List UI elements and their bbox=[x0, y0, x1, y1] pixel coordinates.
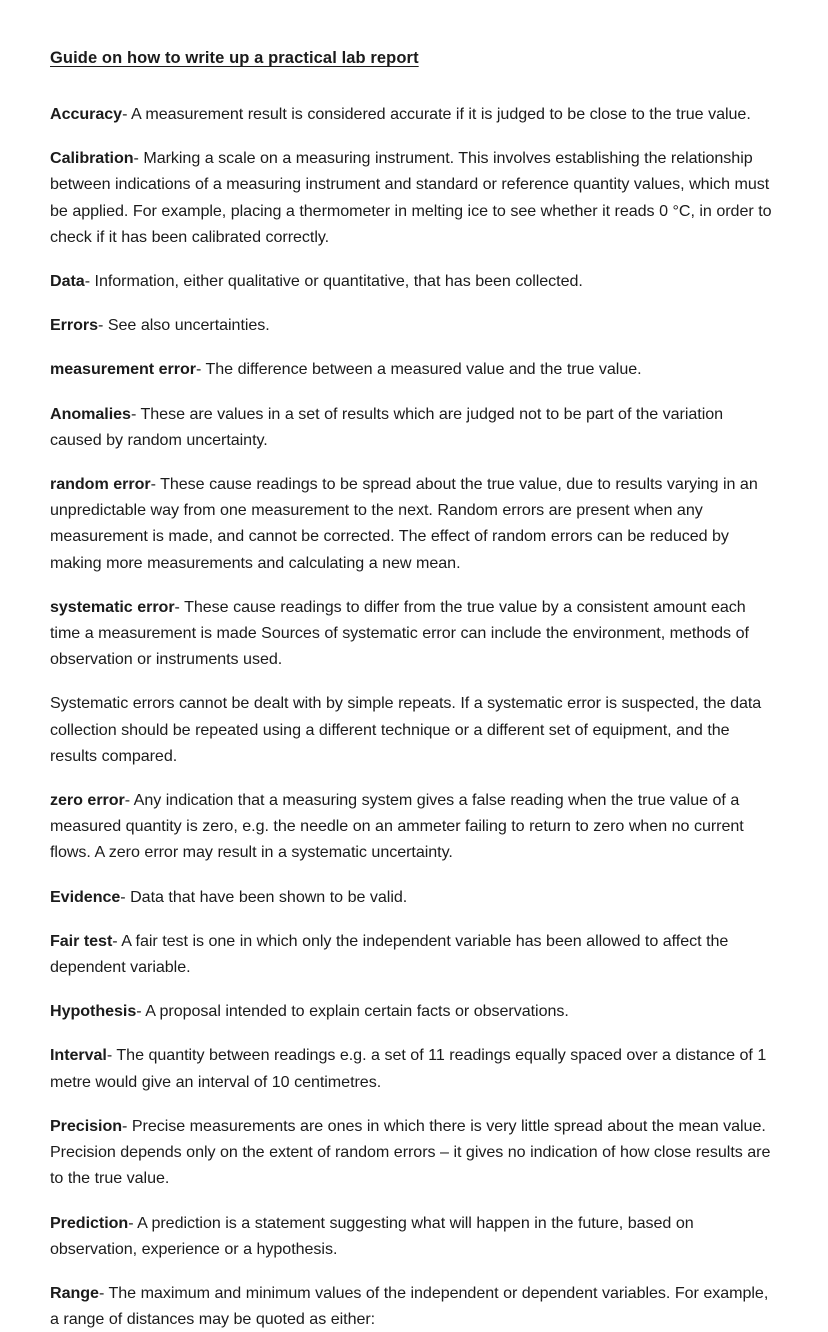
glossary-entry bbox=[50, 787, 777, 866]
glossary-term: Prediction bbox=[50, 1213, 129, 1232]
glossary-term: Errors bbox=[50, 316, 99, 335]
glossary-entry bbox=[50, 1042, 777, 1094]
glossary-definition: - These are values in a set of results which are judged not to be part of the variation caused by random uncertainty. bbox=[50, 404, 724, 449]
glossary-entry bbox=[50, 690, 777, 769]
glossary-term: Interval bbox=[50, 1046, 107, 1065]
glossary-entry bbox=[50, 1113, 777, 1192]
glossary-term: Hypothesis bbox=[50, 1002, 137, 1021]
glossary-definition: - Data that have been shown to be valid. bbox=[120, 887, 408, 906]
glossary-entry bbox=[50, 928, 777, 980]
glossary-entry bbox=[50, 356, 777, 382]
glossary-definition: - Marking a scale on a measuring instrument. This involves establishing the relationship between indications of a measuring instrument and standard or reference quantity values, which must be applied. For example, placing a thermometer in melting ice to see whether it reads 0 °C, in order to check if it has been calibrated correctly. bbox=[50, 149, 772, 246]
glossary-definition: Systematic errors cannot be dealt with by simple repeats. If a systematic error is suspected, the data collection should be repeated using a different technique or a different set of equipment, and the results compared. bbox=[50, 694, 762, 765]
glossary-entry bbox=[50, 1210, 777, 1262]
glossary-entry bbox=[50, 594, 777, 673]
glossary-term: Data bbox=[50, 272, 85, 291]
glossary-definition: - Information, either qualitative or quantitative, that has been collected. bbox=[84, 272, 583, 291]
glossary-definition: - The quantity between readings e.g. a set of 11 readings equally spaced over a distance of 1 metre would give an interval of 10 centimetres. bbox=[50, 1046, 767, 1091]
glossary-definition: - See also uncertainties. bbox=[98, 316, 270, 335]
glossary-term: systematic error bbox=[50, 597, 175, 616]
glossary-definition: - The difference between a measured value and the true value. bbox=[195, 360, 642, 379]
glossary-term: measurement error bbox=[50, 360, 196, 379]
glossary-entry bbox=[50, 145, 777, 250]
glossary-definition: - A prediction is a statement suggesting what will happen in the future, based on observation, experience or a hypothesis. bbox=[50, 1213, 694, 1258]
glossary-term: Evidence bbox=[50, 887, 121, 906]
glossary-term: Accuracy bbox=[50, 105, 123, 123]
glossary-term: Range bbox=[50, 1283, 99, 1302]
glossary-entry bbox=[50, 401, 777, 453]
glossary-entry bbox=[50, 312, 777, 338]
glossary-term: Precision bbox=[50, 1116, 123, 1135]
page-title: Guide on how to write up a practical lab report bbox=[50, 49, 419, 67]
glossary-term: random error bbox=[50, 475, 151, 494]
glossary-definition: - A proposal intended to explain certain facts or observations. bbox=[136, 1002, 569, 1021]
glossary-entry bbox=[50, 998, 777, 1024]
glossary-definition: - A fair test is one in which only the independent variable has been allowed to affect the dependent variable. bbox=[50, 931, 729, 977]
glossary-definition: - These cause readings to be spread about the true value, due to results varying in an unpredictable way from one measurement to the next. Random errors are present when any measurement is made, and cannot be corrected. The effect of random errors can be reduced by making more measurements and calculating a new mean. bbox=[50, 475, 758, 572]
glossary-term: Anomalies bbox=[50, 404, 131, 423]
glossary-entry bbox=[50, 268, 777, 294]
glossary-entry bbox=[50, 471, 777, 576]
glossary-term: zero error bbox=[50, 791, 125, 810]
glossary-definition: - A measurement result is considered accurate if it is judged to be close to the true value. bbox=[122, 105, 751, 123]
glossary-definition: - Any indication that a measuring system gives a false reading when the true value of a measured quantity is zero, e.g. the needle on an ammeter failing to return to zero when no current flows. A zero error may result in a systematic uncertainty. bbox=[50, 791, 744, 862]
glossary-entry bbox=[50, 884, 777, 910]
glossary-term: Fair test bbox=[50, 931, 113, 950]
glossary-entry-list bbox=[50, 101, 777, 1332]
glossary-definition: - Precise measurements are ones in which there is very little spread about the mean value. Precision depends only on the extent of random errors – it gives no indication of how close results are to the true value. bbox=[50, 1116, 771, 1188]
glossary-entry bbox=[50, 1280, 777, 1332]
glossary-term: Calibration bbox=[50, 149, 134, 168]
glossary-entry bbox=[50, 101, 777, 127]
glossary-definition: - These cause readings to differ from the true value by a consistent amount each time a measurement is made Sources of systematic error can include the environment, methods of observation or instruments used. bbox=[50, 597, 749, 669]
glossary-definition: - The maximum and minimum values of the independent or dependent variables. For example, a range of distances may be quoted as either: bbox=[50, 1283, 769, 1329]
